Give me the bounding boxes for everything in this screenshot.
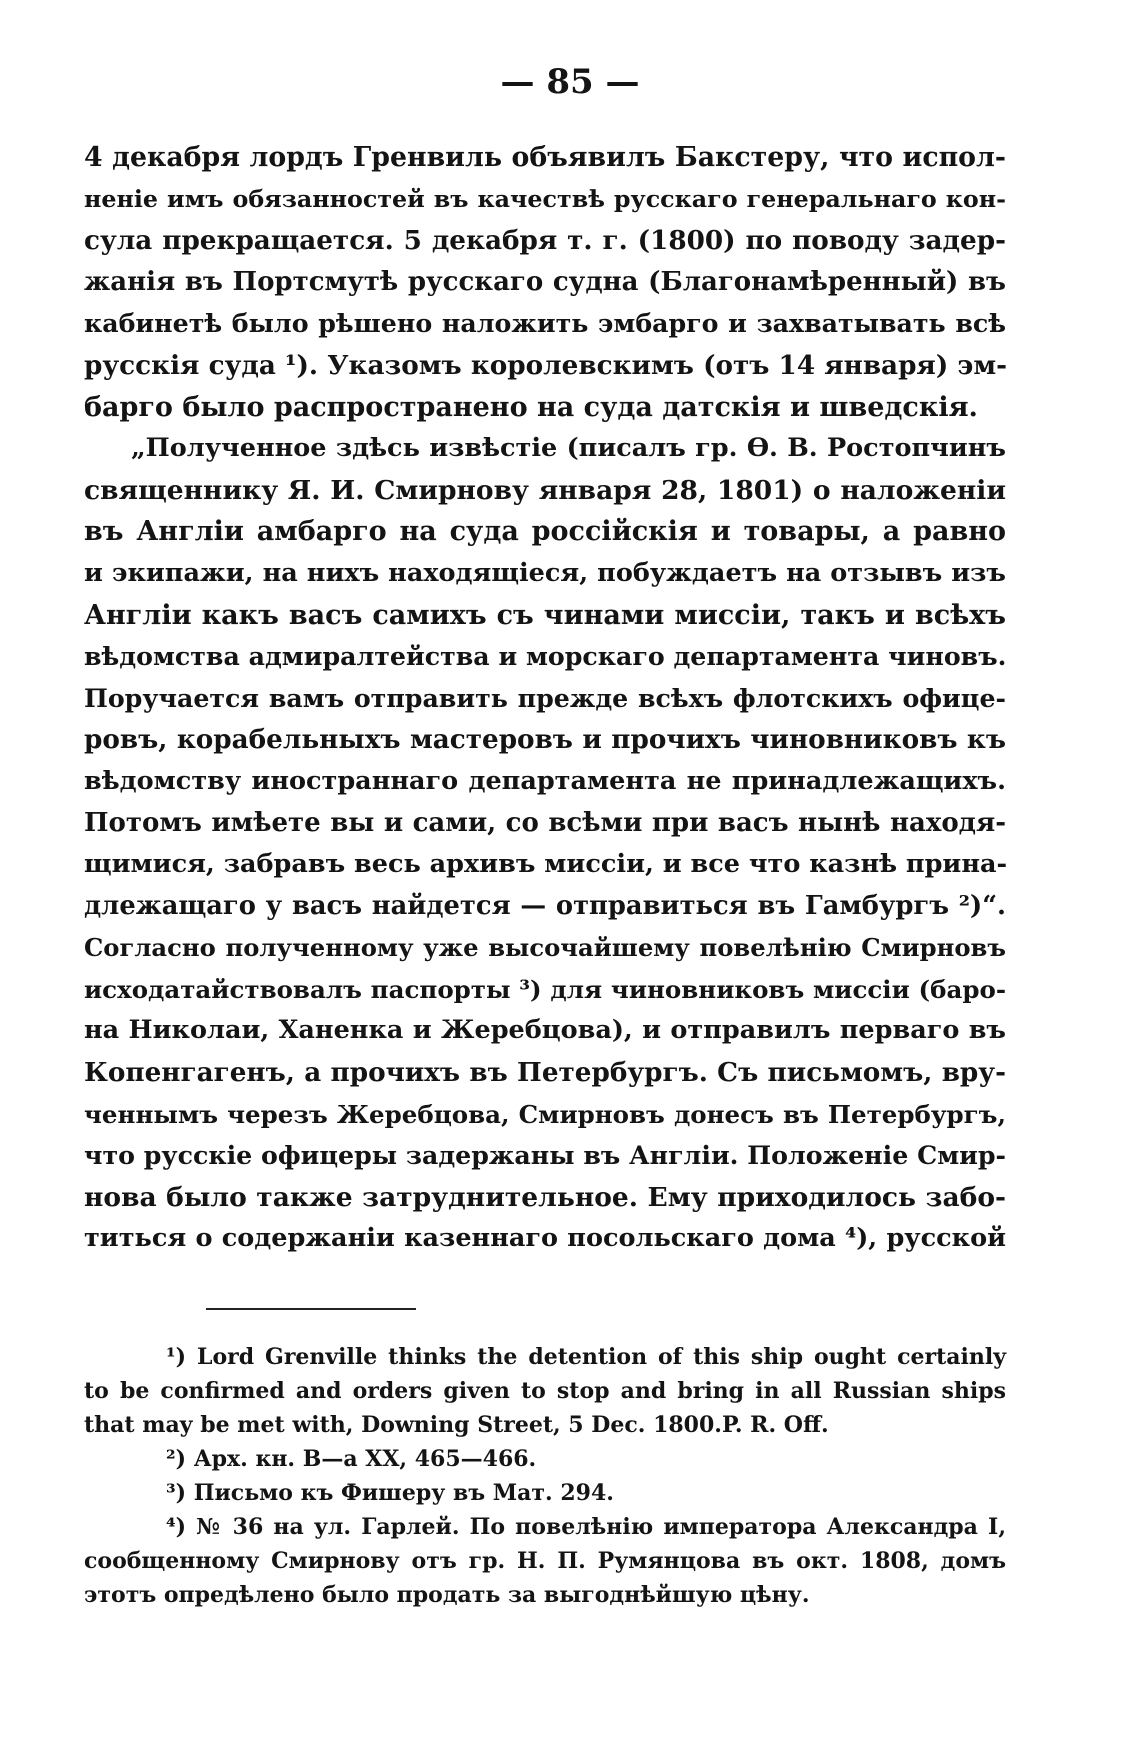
text-line: ченнымъ черезъ Жеребцова, Смирновъ донесъ въ Петербургъ,: [84, 1099, 1006, 1129]
text-line: кабинетѣ было рѣшено наложить эмбарго и захватывать всѣ: [84, 308, 1006, 339]
text-line: жанія въ Портсмутѣ русскаго судна (Благонамѣренный) въ: [84, 266, 1006, 297]
text-line: въ Англіи амбарго на суда россійскія и товары, а равно: [84, 516, 1006, 548]
text-line: длежащаго у васъ найдется — отправиться въ Гамбургъ ²)“.: [84, 890, 1006, 921]
text-line: Поручается вамъ отправить прежде всѣхъ флотскихъ офице-: [84, 682, 1006, 713]
footnotes: [84, 1340, 1006, 1612]
text-line: на Николаи, Ханенка и Жеребцова), и отправилъ перваго въ: [84, 1015, 1006, 1046]
text-line: и экипажи, на нихъ находящіеся, побуждаетъ на отзывъ изъ: [84, 557, 1006, 588]
main-text: [84, 137, 1006, 1260]
footnote-divider: [206, 1308, 416, 1310]
footnote-line: ³) Письмо къ Фишеру въ Мат. 294.: [166, 1480, 614, 1506]
text-line: русскія суда ¹). Указомъ королевскимъ (отъ 14 января) эм-: [84, 349, 1008, 381]
page-number: — 85 —: [500, 62, 640, 102]
text-line: „Полученное здѣсь извѣстіе (писалъ гр. Ѳ. В. Ростопчинъ: [131, 433, 1006, 464]
footnote-line: ²) Арх. кн. В—а XX, 465—466.: [166, 1446, 537, 1472]
footnote-line: that may be met with, Downing Street, 5 Dec. 1800.P. R. Off.: [84, 1412, 829, 1438]
footnote-line: ¹) Lord Grenville thinks the detention of this ship ought certainly: [166, 1344, 1006, 1370]
text-line: что русскіе офицеры задержаны въ Англіи. Положеніе Смир-: [84, 1140, 1006, 1171]
text-line: Копенгагенъ, а прочихъ въ Петербургъ. Съ письмомъ, вру-: [84, 1057, 1006, 1089]
text-line: щимися, забравъ весь архивъ миссіи, и все что казнѣ прина-: [84, 849, 1008, 880]
text-line: неніе имъ обязанностей въ качествѣ русскаго генеральнаго кон-: [84, 184, 1006, 213]
text-line: исходатайствовалъ паспорты ³) для чиновниковъ миссіи (баро-: [84, 974, 1006, 1004]
text-line: сула прекращается. 5 декабря т. г. (1800) по поводу задер-: [84, 225, 1006, 257]
footnote-line: сообщенному Смирнову отъ гр. Н. П. Румянцова въ окт. 1808, домъ: [84, 1548, 1006, 1574]
footnote-line: to be confirmed and orders given to stop and bring in all Russian ships: [84, 1378, 1006, 1404]
text-line: вѣдомства адмиралтейства и морскаго департамента чиновъ.: [84, 641, 1007, 672]
text-line: Англіи какъ васъ самихъ съ чинами миссіи, такъ и всѣхъ: [84, 599, 1006, 631]
text-line: Согласно полученному уже высочайшему повелѣнію Смирновъ: [84, 933, 1006, 963]
text-line: 4 декабря лордъ Гренвиль объявилъ Бакстеру, что испол-: [84, 142, 1006, 173]
text-line: вѣдомству иностраннаго департамента не принадлежащихъ.: [84, 765, 1006, 796]
footnote-line: этотъ опредѣлено было продать за выгоднѣйшую цѣну.: [84, 1582, 810, 1608]
text-line: титься о содержаніи казеннаго посольскаго дома ⁴), русской: [84, 1223, 1006, 1254]
text-line: ровъ, корабельныхъ мастеровъ и прочихъ чиновниковъ къ: [84, 724, 1006, 756]
text-line: священнику Я. И. Смирнову января 28, 1801) о наложеніи: [84, 474, 1006, 506]
text-line: нова было также затруднительное. Ему приходилось забо-: [84, 1181, 1006, 1213]
text-line: барго было распространено на суда датскія и шведскія.: [84, 391, 978, 423]
text-line: Потомъ имѣете вы и сами, со всѣми при васъ нынѣ находя-: [84, 807, 1006, 838]
footnote-line: ⁴) № 36 на ул. Гарлей. По повелѣнію императора Александра I,: [166, 1514, 1006, 1540]
